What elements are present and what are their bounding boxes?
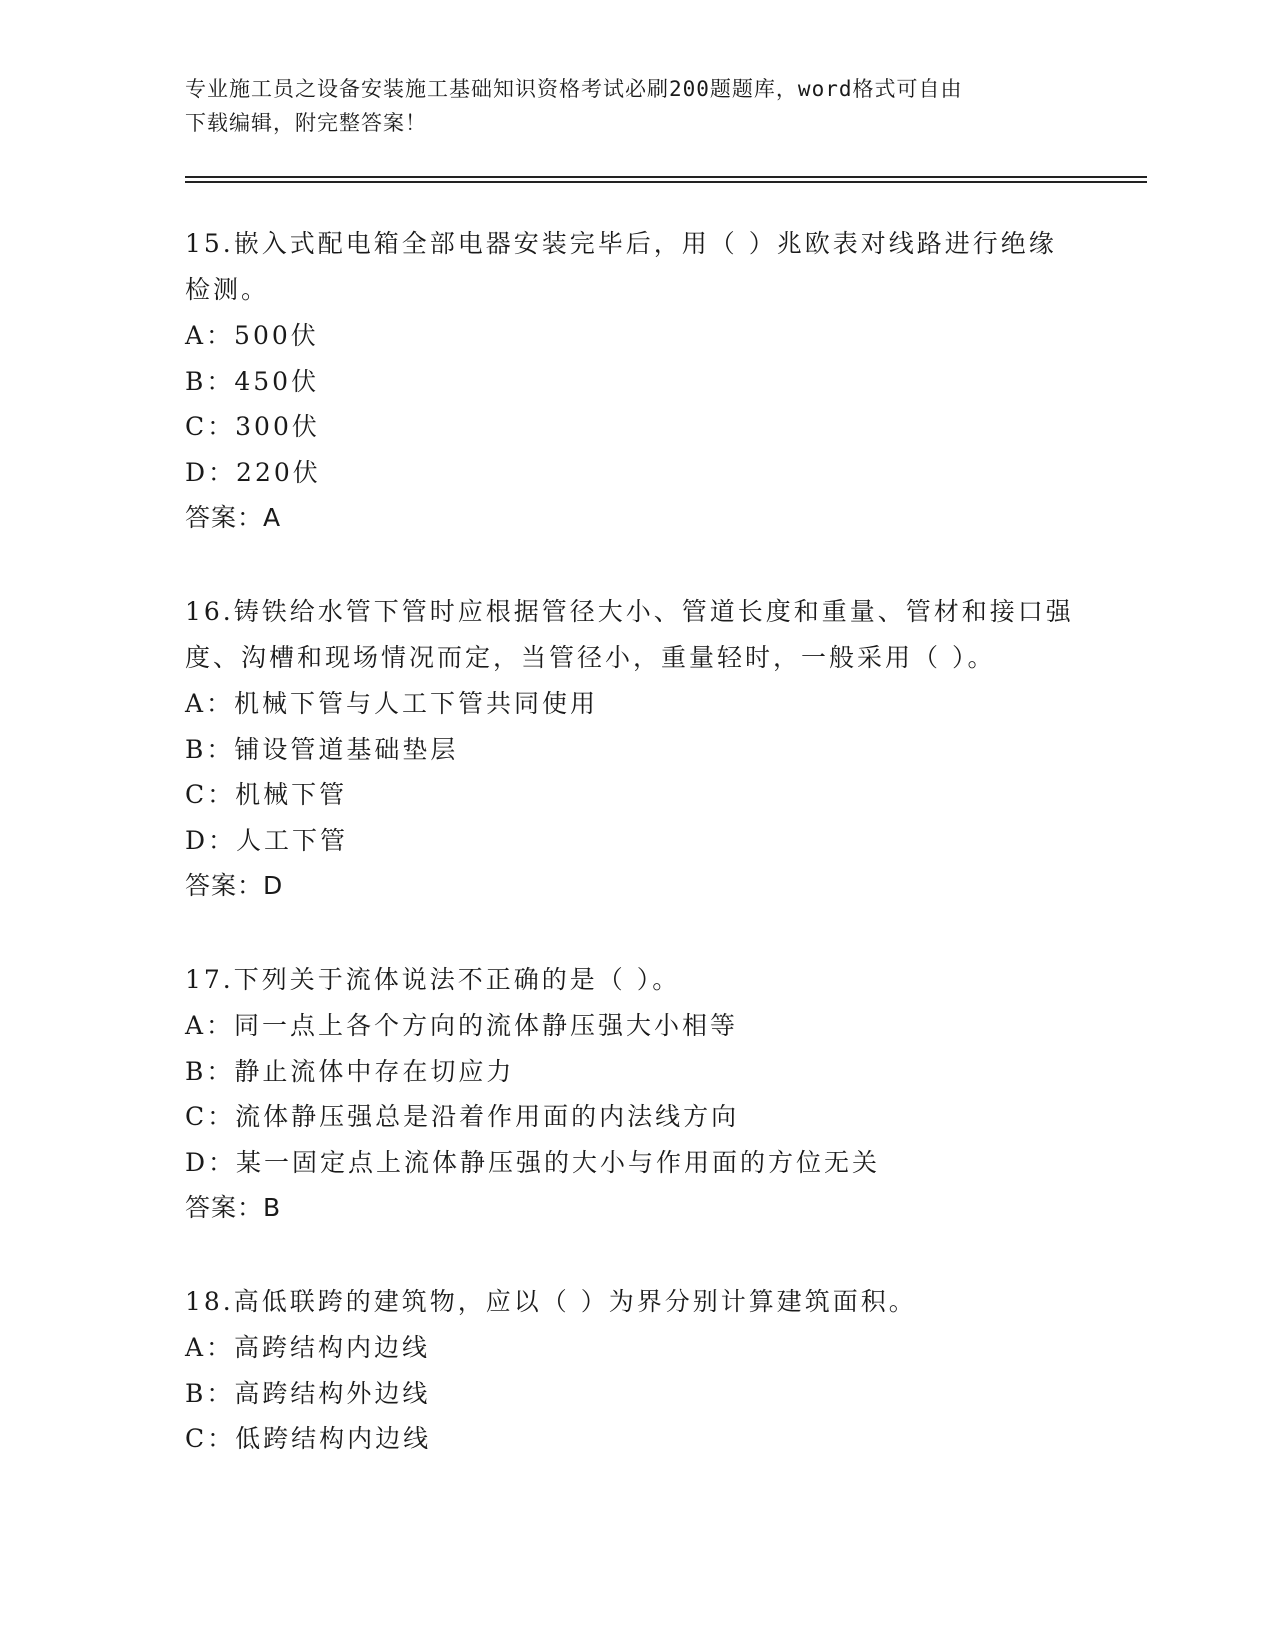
option-b: B：450伏: [185, 366, 320, 396]
question-text: 16.铸铁给水管下管时应根据管径大小、管道长度和重量、管材和接口强度、沟槽和现场情况而定，当管径小，重量轻时，一般采用（ ）。: [185, 597, 1074, 672]
option-c: C：300伏: [185, 412, 320, 441]
header-line-1: 专业施工员之设备安装施工基础知识资格考试必刷200题题库，word格式可自由: [185, 77, 963, 101]
option-a: A：500伏: [185, 321, 319, 350]
header-rule-top: [185, 176, 1147, 178]
option-b: B：铺设管道基础垫层: [185, 734, 459, 764]
question-text: 15.嵌入式配电箱全部电器安装完毕后，用（ ）兆欧表对线路进行绝缘检测。: [185, 229, 1057, 304]
option-c: C：流体静压强总是沿着作用面的内法线方向: [185, 1102, 740, 1131]
question-text: 18.高低联跨的建筑物，应以（ ）为界分别计算建筑面积。: [185, 1287, 917, 1316]
option-a: A：同一点上各个方向的流体静压强大小相等: [185, 1011, 739, 1040]
question-17: [185, 957, 1075, 1230]
option-d: D：220伏: [185, 457, 321, 487]
document-header: [185, 72, 1065, 140]
header-line-2: 下载编辑，附完整答案！: [185, 111, 427, 135]
option-c: C：机械下管: [185, 780, 348, 809]
option-a: A：高跨结构内边线: [185, 1333, 431, 1362]
option-c: C：低跨结构内边线: [185, 1424, 432, 1453]
option-d: D：某一固定点上流体静压强的大小与作用面的方位无关: [185, 1147, 881, 1177]
question-16: [185, 589, 1075, 908]
question-15: [185, 221, 1075, 540]
option-b: B：静止流体中存在切应力: [185, 1056, 515, 1086]
option-a: A：机械下管与人工下管共同使用: [185, 689, 599, 718]
answer: 答案：D: [185, 871, 284, 900]
question-text: 17.下列关于流体说法不正确的是（ ）。: [185, 965, 681, 994]
option-d: D：人工下管: [185, 825, 349, 855]
header-rule-bottom: [185, 181, 1147, 183]
answer: 答案：B: [185, 1193, 282, 1222]
answer: 答案：A: [185, 503, 282, 532]
question-18: [185, 1279, 1075, 1462]
option-b: B：高跨结构外边线: [185, 1378, 431, 1408]
